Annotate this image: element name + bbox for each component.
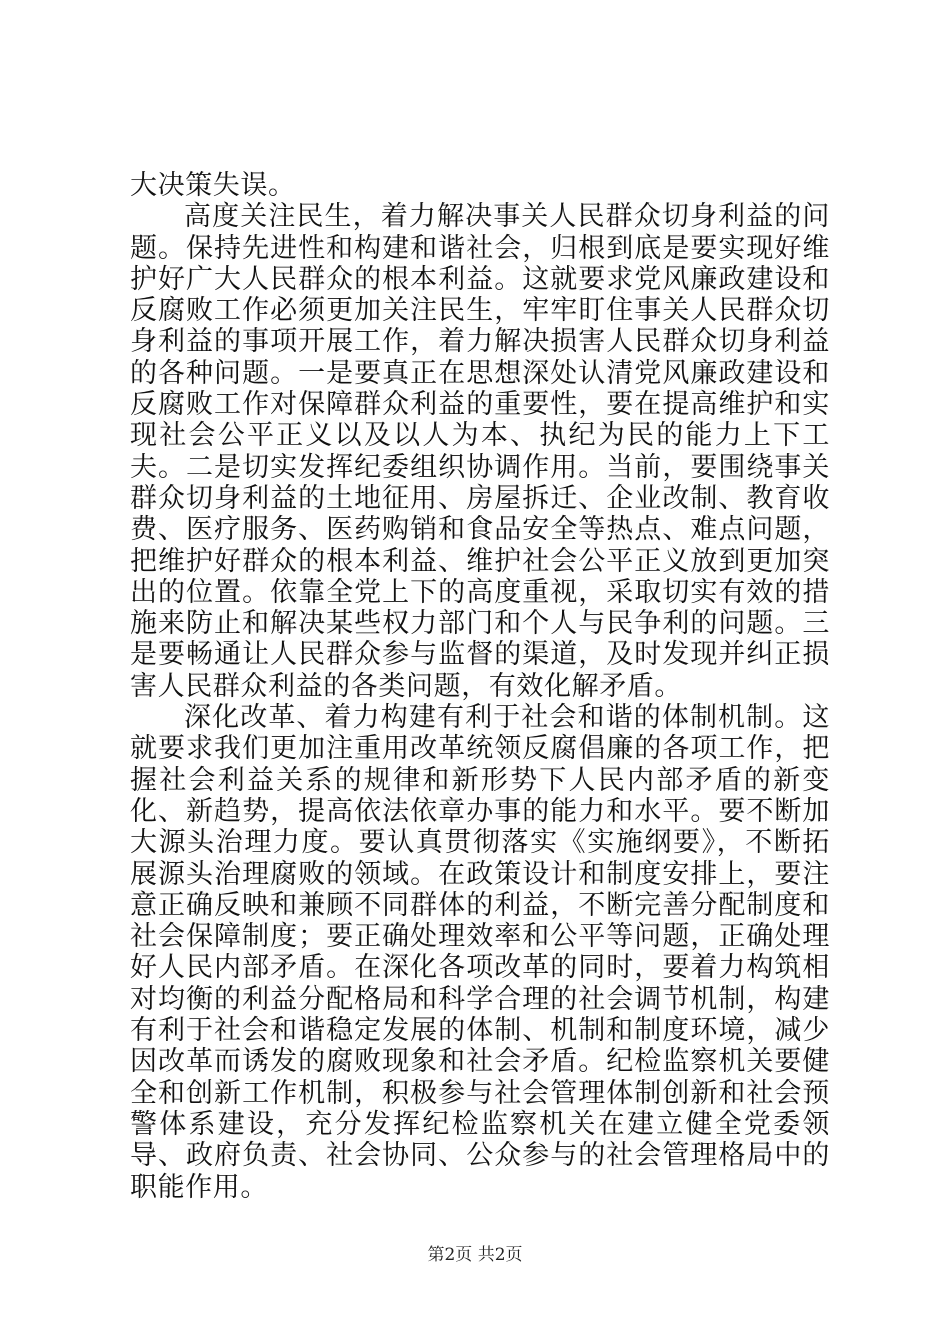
paragraph-reform: 深化改革、着力构建有利于社会和谐的体制机制。这就要求我们更加注重用改革统领反腐倡廉的各项工作，把握社会利益关系的规律和新形势下人民内部矛盾的新变化、新趋势，提高依法依章办事的能力和水平。要不断加大源头治理力度。要认真贯彻落实《实施纲要》，不断拓展源头治理腐败的领域。在政策设计和制度安排上，要注意正确反映和兼顾不同群体的利益，不断完善分配制度和社会保障制度；要正确处理效率和公平等问题，正确处理好人民内部矛盾。在深化各项改革的同时，要着力构筑相对均衡的利益分配格局和科学合理的社会调节机制，构建有利于社会和谐稳定发展的体制、机制和制度环境，减少因改革而诱发的腐败现象和社会矛盾。纪检监察机关要健全和创新工作机制，积极参与社会管理体制创新和社会预警体系建设，充分发挥纪检监察机关在建立健全党委领导、政府负责、社会协同、公众参与的社会管理格局中的职能作用。 <box>130 702 830 1203</box>
document-body <box>130 170 830 1203</box>
paragraph-livelihood: 高度关注民生，着力解决事关人民群众切身利益的问题。保持先进性和构建和谐社会，归根到底是要实现好维护好广大人民群众的根本利益。这就要求党风廉政建设和反腐败工作必须更加关注民生，牢牢盯住事关人民群众切身利益的事项开展工作，着力解决损害人民群众切身利益的各种问题。一是要真正在思想深处认清党风廉政建设和反腐败工作对保障群众利益的重要性，要在提高维护和实现社会公平正义以及以人为本、执纪为民的能力上下工夫。二是切实发挥纪委组织协调作用。当前，要围绕事关群众切身利益的土地征用、房屋拆迁、企业改制、教育收费、医疗服务、医药购销和食品安全等热点、难点问题，把维护好群众的根本利益、维护社会公平正义放到更加突出的位置。依靠全党上下的高度重视，采取切实有效的措施来防止和解决某些权力部门和个人与民争利的问题。三是要畅通让人民群众参与监督的渠道，及时发现并纠正损害人民群众利益的各类问题，有效化解矛盾。 <box>130 201 830 702</box>
page-footer: 第2页 共2页 <box>427 1245 523 1265</box>
paragraph-continuation: 大决策失误。 <box>130 170 296 201</box>
